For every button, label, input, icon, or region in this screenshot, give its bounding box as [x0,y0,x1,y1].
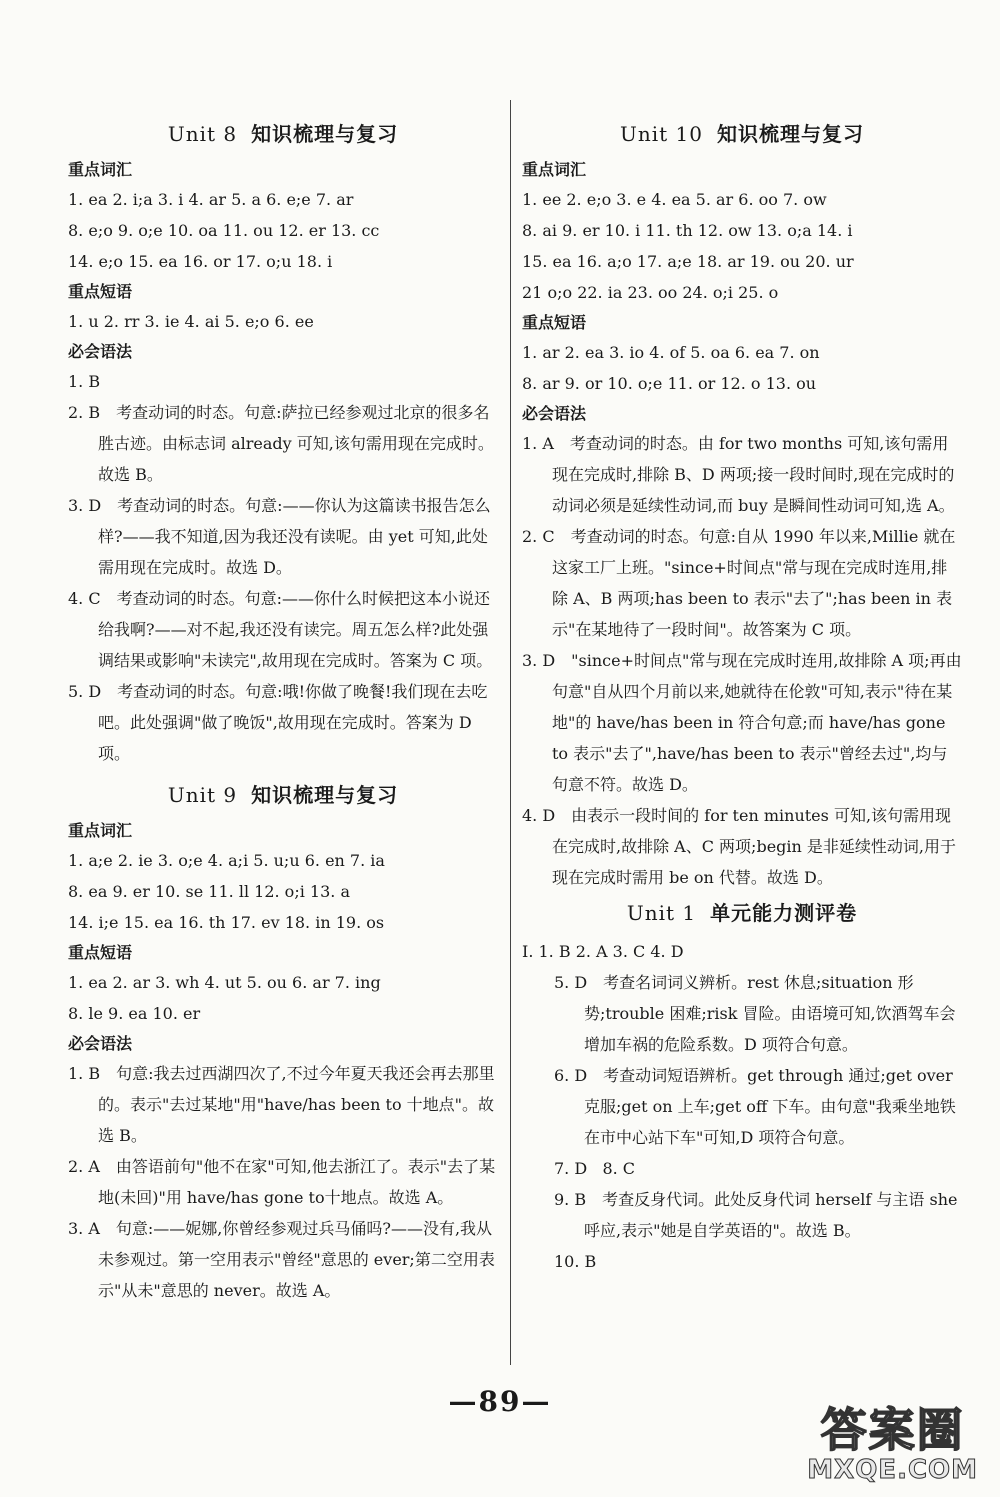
unit10-title [522,118,962,147]
watermark-logo: 答案圈 [820,1403,965,1457]
unit8-title-cn: 知识梳理与复习 [251,122,399,146]
unit9-grammar-item: 2. A 由答语前句"他不在家"可知,他去浙江了。表示"去了某地(未回)"用 have/has gone to十地点。故选 A。 [68,1157,496,1207]
unit10-grammar-item: 3. D "since+时间点"常与现在完成时连用,故排除 A 项;再由句意"自从四个月前以来,她就待在伦敦"可知,表示"待在某地"的 have/has been in 符合句意;而 have/has gone to 表示"去了",have/has been to 表示"曾经去过",均与句意不符。故选 D。 [522,651,962,794]
unit1-item: 5. D 考查名词词义辨析。rest 休息;situation 形势;trouble 困难;risk 冒险。由语境可知,饮酒驾车会增加车祸的危险系数。D 项符合句意。 [554,973,956,1054]
unit9-grammar-item: 1. B 句意:我去过西湖四次了,不过今年夏天我还会再去那里的。表示"去过某地"用"have/has been to 十地点"。故选 B。 [68,1064,495,1145]
unit10-grammar-heading: 必会语法 [522,404,587,423]
unit8-vocab-line: 14. e;o 15. ea 16. or 17. o;u 18. i [68,252,333,271]
unit1-item: 7. D 8. C [554,1159,636,1178]
unit8-vocab-line: 1. ea 2. i;a 3. i 4. ar 5. a 6. e;e 7. ar [68,190,354,209]
unit10-vocab-line: 15. ea 16. a;o 17. a;e 18. ar 19. ou 20. ur [522,252,854,271]
unit1-item: 10. B [554,1252,597,1271]
unit9-title-cn: 知识梳理与复习 [251,783,399,807]
unit9-phrase-line: 1. ea 2. ar 3. wh 4. ut 5. ou 6. ar 7. ing [68,973,381,992]
left-column [68,112,498,1306]
unit10-phrase-line: 8. ar 9. or 10. o;e 11. or 12. o 13. ou [522,374,817,393]
right-column [522,112,962,1277]
unit8-vocab-heading: 重点词汇 [68,160,133,179]
unit8-grammar-item: 3. D 考查动词的时态。句意:——你认为这篇读书报告怎么样?——我不知道,因为我还没有读呢。由 yet 可知,此处需用现在完成时。故选 D。 [68,496,491,577]
unit8-grammar-item: 4. C 考查动词的时态。句意:——你什么时候把这本小说还给我啊?——对不起,我还没有读完。周五怎么样?此处强调结果或影响"未读完",故用现在完成时。答案为 C 项。 [68,589,493,670]
unit9-title [68,779,498,808]
unit10-phrase-heading: 重点短语 [522,313,587,332]
page-number: —89— [448,1385,552,1418]
column-divider [510,100,511,1365]
unit8-grammar-item: 5. D 考查动词的时态。句意:哦!你做了晚餐!我们现在去吃吧。此处强调"做了晚饭",故用现在完成时。答案为 D 项。 [68,682,488,763]
unit10-vocab-line: 21 o;o 22. ia 23. oo 24. o;i 25. o [522,283,779,302]
unit10-grammar-item: 2. C 考查动词的时态。句意:自从 1990 年以来,Millie 就在这家工厂上班。"since+时间点"常与现在完成时连用,排除 A、B 两项;has been to 表示"去了";has been in 表示"在某地待了一段时间"。故答案为 C 项。 [522,527,956,639]
unit9-title-en: Unit 9 [167,783,238,807]
unit1-item: 9. B 考查反身代词。此处反身代词 herself 与主语 she 呼应,表示"她是自学英语的"。故选 B。 [554,1190,963,1240]
unit8-title-en: Unit 8 [167,122,238,146]
watermark [807,1405,978,1485]
unit9-phrase-heading: 重点短语 [68,943,133,962]
unit8-grammar-item: 2. B 考查动词的时态。句意:萨拉已经参观过北京的很多名胜古迹。由标志词 already 可知,该句需用现在完成时。故选 B。 [68,403,494,484]
unit8-phrase-heading: 重点短语 [68,282,133,301]
unit9-vocab-line: 14. i;e 15. ea 16. th 17. ev 18. in 19. os [68,913,385,932]
unit10-title-cn: 知识梳理与复习 [716,122,864,146]
unit1-title [522,897,962,926]
unit8-grammar-item: 1. B [68,372,101,391]
unit10-title-en: Unit 10 [620,122,703,146]
unit9-grammar-heading: 必会语法 [68,1034,133,1053]
unit8-title [68,118,498,147]
unit1-title-en: Unit 1 [626,901,697,925]
unit8-grammar-heading: 必会语法 [68,342,133,361]
unit10-vocab-heading: 重点词汇 [522,160,587,179]
unit10-grammar-item: 1. A 考查动词的时态。由 for two months 可知,该句需用现在完成时,排除 B、D 两项;接一段时间时,现在完成时的动词必须是延续性动词,而 buy 是瞬间性动词可知,选 A。 [522,434,955,515]
unit10-grammar-item: 4. D 由表示一段时间的 for ten minutes 可知,该句需用现在完成时,故排除 A、C 两项;begin 是非延续性动词,用于现在完成时需用 be on 代替。故选 D。 [522,806,956,887]
unit9-phrase-line: 8. le 9. ea 10. er [68,1004,201,1023]
unit10-phrase-line: 1. ar 2. ea 3. io 4. of 5. oa 6. ea 7. on [522,343,820,362]
watermark-url: MXQE.COM [807,1455,978,1485]
unit1-title-cn: 单元能力测评卷 [710,901,858,925]
unit9-vocab-line: 8. ea 9. er 10. se 11. ll 12. o;i 13. a [68,882,350,901]
unit9-vocab-heading: 重点词汇 [68,821,133,840]
unit1-item: 6. D 考查动词短语辨析。get through 通过;get over 克服;get on 上车;get off 下车。由句意"我乘坐地铁在市中心站下车"可知,D 项符合句意。 [554,1066,958,1147]
unit10-vocab-line: 1. ee 2. e;o 3. e 4. ea 5. ar 6. oo 7. ow [522,190,827,209]
unit8-phrase-line: 1. u 2. rr 3. ie 4. ai 5. e;o 6. ee [68,312,314,331]
unit8-vocab-line: 8. e;o 9. o;e 10. oa 11. ou 12. er 13. cc [68,221,380,240]
unit10-vocab-line: 8. ai 9. er 10. i 11. th 12. ow 13. o;a 14. i [522,221,853,240]
unit9-vocab-line: 1. a;e 2. ie 3. o;e 4. a;i 5. u;u 6. en 7. ia [68,851,385,870]
unit1-roman-line: Ⅰ. 1. B 2. A 3. C 4. D [522,942,684,961]
unit9-grammar-item: 3. A 句意:——妮娜,你曾经参观过兵马俑吗?——没有,我从未参观过。第一空用表示"曾经"意思的 ever;第二空用表示"从未"意思的 never。故选 A。 [68,1219,495,1300]
